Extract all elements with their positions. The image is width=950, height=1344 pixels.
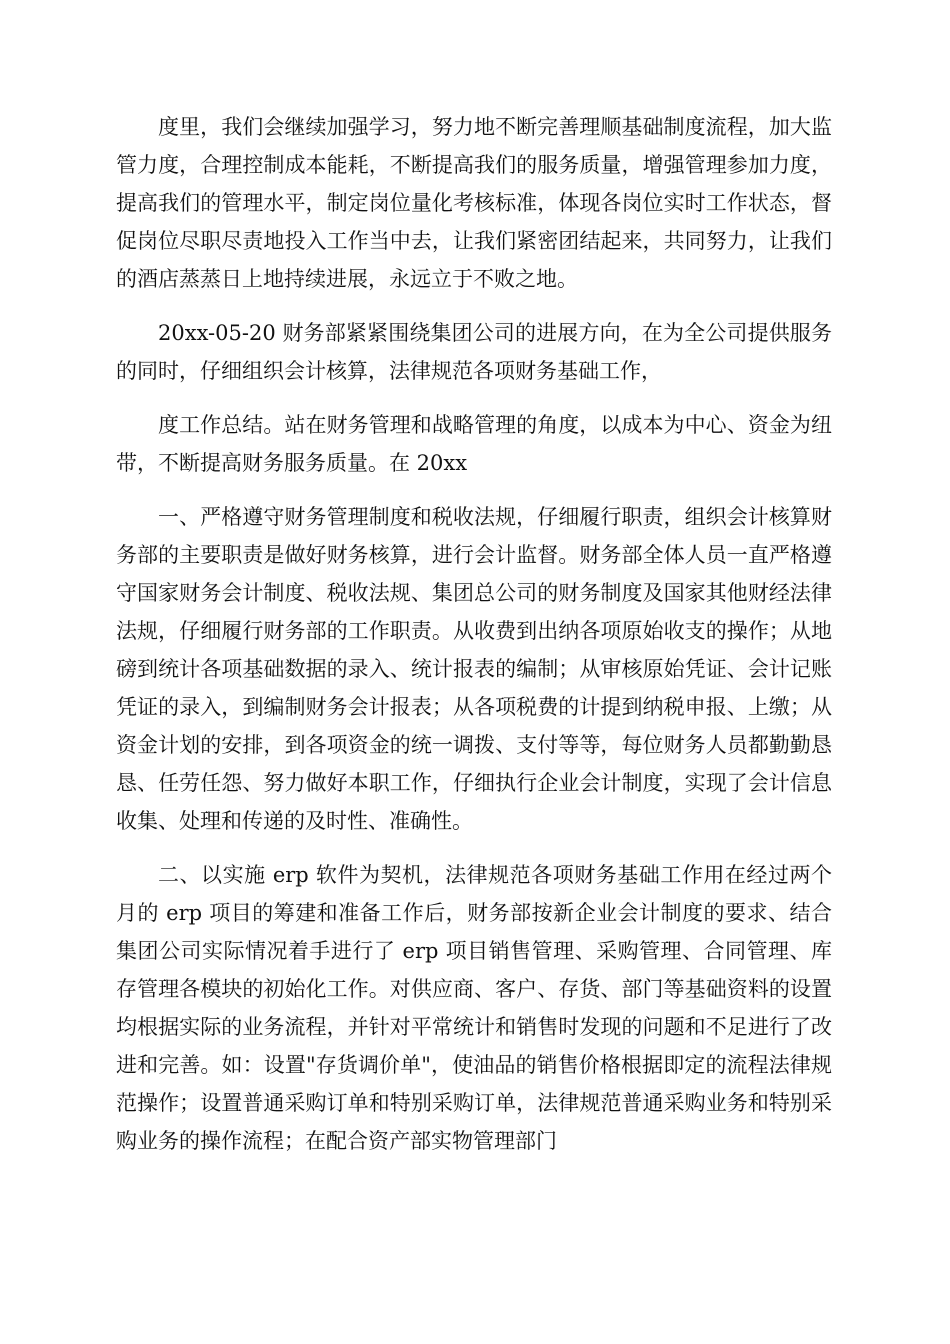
paragraph-1: 度里，我们会继续加强学习，努力地不断完善理顺基础制度流程，加大监管力度，合理控制成本能耗，不断提高我们的服务质量，增强管理参加力度，提高我们的管理水平，制定岗位量化考核标准，体现各岗位实时工作状态，督促岗位尽职尽责地投入工作当中去，让我们紧密团结起来，共同努力，让我们的酒店蒸蒸日上地持续进展，永远立于不败之地。 [116, 115, 832, 291]
paragraph-2: 20xx-05-20 财务部紧紧围绕集团公司的进展方向，在为全公司提供服务的同时，仔细组织会计核算，法律规范各项财务基础工作， [116, 321, 832, 383]
paragraph-4: 一、严格遵守财务管理制度和税收法规，仔细履行职责，组织会计核算财务部的主要职责是做好财务核算，进行会计监督。财务部全体人员一直严格遵守国家财务会计制度、税收法规、集团总公司的财务制度及国家其他财经法律法规，仔细履行财务部的工作职责。从收费到出纳各项原始收支的操作；从地磅到统计各项基础数据的录入、统计报表的编制；从审核原始凭证、会计记账凭证的录入，到编制财务会计报表；从各项税费的计提到纳税申报、上缴；从资金计划的安排，到各项资金的统一调拨、支付等等，每位财务人员都勤勤恳恳、任劳任怨、努力做好本职工作，仔细执行企业会计制度，实现了会计信息收集、处理和传递的及时性、准确性。 [116, 505, 832, 833]
paragraph-3: 度工作总结。站在财务管理和战略管理的角度，以成本为中心、资金为纽带，不断提高财务服务质量。在 20xx [116, 413, 832, 475]
document-body [116, 108, 832, 1176]
paragraph-5: 二、以实施 erp 软件为契机，法律规范各项财务基础工作用在经过两个月的 erp 项目的筹建和准备工作后，财务部按新企业会计制度的要求、结合集团公司实际情况着手进行了 erp 项目销售管理、采购管理、合同管理、库存管理各模块的初始化工作。对供应商、客户、存货、部门等基础资料的设置均根据实际的业务流程，并针对平常统计和销售时发现的问题和不足进行了改进和完善。如：设置"存货调价单"，使油品的销售价格根据即定的流程法律规范操作；设置普通采购订单和特别采购订单，法律规范普通采购业务和特别采购业务的操作流程；在配合资产部实物管理部门 [116, 863, 832, 1153]
